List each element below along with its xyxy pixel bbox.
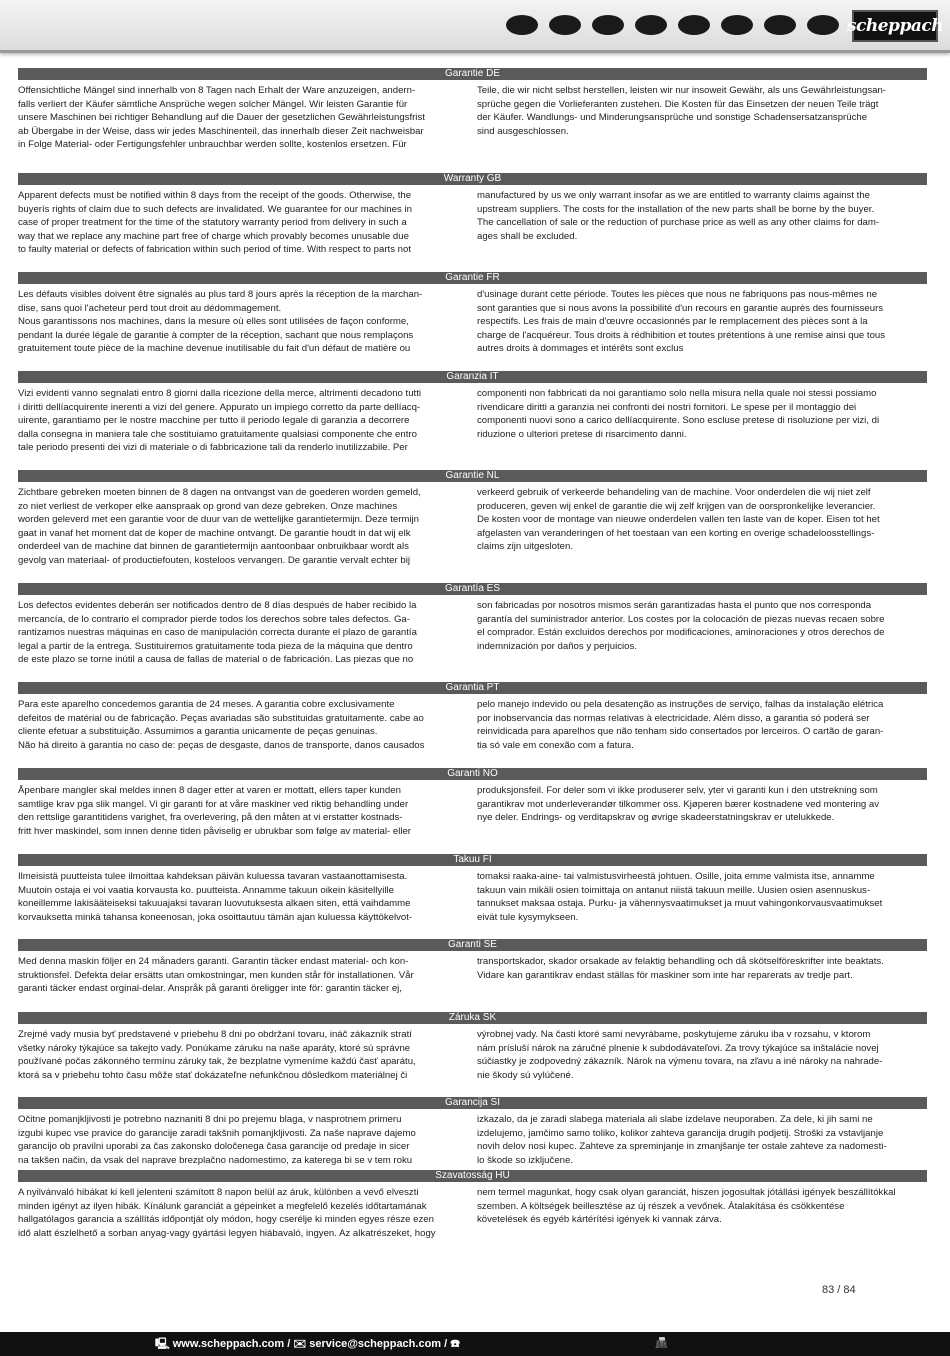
section-text-right: manufactured by us we only warrant insofar as we are entitled to warranty claims against the upstream suppliers. The costs for the installation of the new parts shall be borne by the buyer. The cancellation of sale or the reduction of purchase price as well as any other claims for dam- ages shall be excluded.: [477, 190, 880, 242]
section-text-right: tomaksi raaka-aine- tai valmistusvirheestä johtuen. Osille, joita emme valmista itse, annamme takuun vain mikäli osien toimittaja on antanut niistä takuun meille. Uusien osien asennuskus- tannukset maksaa ostaja. Purku- ja vähennysvaatimukset ja muut vahingonkorvausvaatimukset eivät tule kysymykseen.: [477, 871, 883, 923]
section-title: Warranty GB: [18, 173, 927, 185]
section-text-left: A nyilvánvaló hibákat ki kell jelenteni számított 8 napon belül az áruk, különben a vevő elveszti minden igényt az ilyen hibák. Kínálunk garanciát a gépeinket a megfelelő kezelés időtartamának hallgatólagos garancia a szállítás időpontját oly módon, hogy cserélje ki minden egyes része ezen idő alatt észlelhető a sorban anyag-vagy gyártási legyen hiábavaló, ingyen. Az alkatrészeket, hogy: [18, 1187, 436, 1239]
dot-icon: [506, 15, 538, 35]
section-text-left: Zichtbare gebreken moeten binnen de 8 dagen na ontvangst van de goederen worden gemeld, zo niet verliest de verkoper elke aanspraak op grond van deze gebreken. Onze machines worden geleverd met een garantie voor de duur van de wettelijke garantietermijn. Deze termijn gaat in vanaf het moment dat de koper de machine ontvangt. De garantie houdt in dat wij elk onderdeel van de machine dat binnen de garantietermijn aantoonbaar onbruikbaar wordt als gevolg van materiaal- of productiefouten, kosteloos vervangen. De garantie vervalt echter bij: [18, 487, 421, 566]
section-text-right: transportskador, skador orsakade av felaktig behandling och då skötselföreskrifter inte beaktats. Vidare kan garantikrav endast ställas för maskiner som inte har reparerats av tredje part.: [477, 956, 884, 981]
footer-contact[interactable]: 🖳 www.scheppach.com / ✉ service@scheppach.com / ☎: [155, 1338, 461, 1350]
dot-icon: [807, 15, 839, 35]
section-text-right: Teile, die wir nicht selbst herstellen, leisten wir nur insoweit Gewähr, als uns Gewährleistungsan- sprüche gegen die Vorlieferanten zustehen. Die Kosten für das Einsetzen der neuen Teile trägt der Käufer. Wandlungs- und Minderungsansprüche und sonstige Schadensersatzansprüche sind ausgeschlossen.: [477, 85, 886, 137]
page-number: 83 / 84: [822, 1284, 856, 1296]
section-text-left: Očitne pomanjkljivosti je potrebno naznaniti 8 dni po prejemu blaga, v nasprotnem primeru izgubi kupec vse pravice do garancije zaradi takšnih pomanjkljivosti. Za naše naprave dajemo garancijo ob pravilni uporabi za čas zakonsko določenega časa garancije od predaje in sicer na takšen način, da vsak del naprave brezplačno nadomestimo, za katerega bi se v tem roku: [18, 1114, 416, 1166]
section-text-right: izkazalo, da je zaradi slabega materiala ali slabe izdelave neuporaben. Za dele, ki jih sami ne izdelujemo, jamčimo samo toliko, kolikor zahteva garancija drugih podjetij. Stroški za vstavljanje novih delov nosi kupec. Zahteve za spreminjanje in zmanjšanje ter ostale zahteve za nadomesti- lo škode so izključene.: [477, 1114, 887, 1166]
section-title: Garantie FR: [18, 272, 927, 284]
section-text-right: verkeerd gebruik of verkeerde behandeling van de machine. Voor onderdelen die wij niet zelf produceren, geven wij enkel de garantie die wij zelf krijgen van de oorspronkelijke leverancier. De kosten voor de montage van nieuwe onderdelen vallen ten laste van de koper. Eisen tot het afgelasten van veranderingen of het toestaan van een korting en overige schadeloosstellings- claims zijn uitgesloten.: [477, 487, 880, 553]
section-title: Záruka SK: [18, 1012, 927, 1024]
dot-icon: [678, 15, 710, 35]
dot-icon: [635, 15, 667, 35]
section-text-left: Vizi evidenti vanno segnalati entro 8 giorni dalla ricezione della merce, altrimenti decadono tutti i diritti dellíacquirente inerenti a vizi del genere. Appurato un impiego corretto da parte dellíacq- uirente, garantiamo per le nostre macchine per tutto il periodo legale di garanzia a decorrere dalla consegna in maniera tale che sostituiamo gratuitamente qualsiasi componente che entro tale periodo presenti dei vizi di materiale o di fabbricazione tali da renderlo inutilizzabile. Per: [18, 388, 421, 454]
section-text-left: Ilmeisistä puutteista tulee ilmoittaa kahdeksan päivän kuluessa tavaran vastaanottamisesta. Muutoin ostaja ei voi vaatia korvausta ko. puutteista. Annamme takuun oikein käsitellyille koneillemme lakisääteiseksi takuuajaksi tavaran luovutuksesta alkaen siten, että vaihdamme korvauksetta minkä tahansa koneenosan, joka osoittautuu tämän ajan kuluessa käyttökelvot-: [18, 871, 413, 923]
section-sk: [18, 1012, 927, 1082]
section-text-left: Med denna maskin följer en 24 månaders garanti. Garantin täcker endast material- och kon- struktionsfel. Defekta delar ersätts utan omkostningar, men kunden står för installationen. Vår garanti täcker endast orginal-delar. Anspråk på garanti öreligger inte för: garantin täcker ej,: [18, 956, 414, 995]
section-it: [18, 371, 927, 455]
section-title: Garanti SE: [18, 939, 927, 951]
section-es: [18, 583, 927, 667]
section-text-left: Apparent defects must be notified within 8 days from the receipt of the goods. Otherwise, the buyerís rights of claim due to such defects are invalidated. We guarantee for our machines in case of proper treatment for the time of the statutory warranty period from delivery in such a way that we replace any machine part free of charge which provably becomes unusable due to faulty material or defects of fabrication within such period of time. With respect to parts not: [18, 190, 412, 256]
section-text-right: nem termel magunkat, hogy csak olyan garanciát, hiszen jogosultak jótállási igények beszállítókkal szemben. A költségek beillesztése az új részek a vevőnek. Átalakítása és csökkentése követelések és egyéb kártérítési igények ki vannak zárva.: [477, 1187, 896, 1226]
section-text-left: Para este aparelho concedemos garantia de 24 meses. A garantia cobre exclusivamente defeitos de matérial ou de fabricação. Peças avariadas são substituidas gratuitamente. cabe ao cliente efetuar a substituição. Assumimos a garantia unicamente de peças genuinas. Não há direito à garantia no caso de: peças de desgaste, danos de transporte, danos causados: [18, 699, 425, 751]
section-text-right: componenti non fabbricati da noi garantiamo solo nella misura nella quale noi stessi possiamo rivendicare diritti a garanzia nei confronti dei nostri fornitori. Le spese per il montaggio dei componenti nuovi sono a carico dellíacquirente. Sono escluse pretese di risoluzione per vizi, di riduzione o ulteriori pretese di risarcimento danni.: [477, 388, 880, 440]
section-se: [18, 939, 927, 996]
section-text-right: produksjonsfeil. For deler som vi ikke produserer selv, yter vi garanti kun i den utstrekning som garantikrav mot underleverandør tilkommer oss. Kjøperen bærer kostnadene ved montering av nye deler. Endrings- og verditapskrav og øvrige skadeerstatningskrav er utelukkede.: [477, 785, 880, 824]
section-de: [18, 68, 927, 152]
section-title: Garanti NO: [18, 768, 927, 780]
section-text-right: d'usinage durant cette période. Toutes les pièces que nous ne fabriquons pas nous-mêmes ne sont garanties que si nous avons la possibilité d'un recours en garantie auprès des fournisseurs respectifs. Les frais de main d'œuvre occasionnés par le remplacement des pièces sont à la charge de l'acquéreur. Tous droits à rédhibition et toutes prétentions à une remise ainsi que tous autres droits à dommages et intérêts sont exclus: [477, 289, 886, 355]
dot-icon: [549, 15, 581, 35]
section-title: Garantie DE: [18, 68, 927, 80]
section-text-right: výrobnej vady. Na časti ktoré sami nevyrábame, poskytujeme záruku iba v rozsahu, v ktorom nám prísluší nárok na záručné plnenie k subdodávateľovi. Za trovy týkajúce sa inštalácie novej súčiastky je zodpovedný zákazník. Nárok na výmenu tovara, na zľavu a iné nároky na nahrade- nie škody sú vylúčené.: [477, 1029, 883, 1081]
fax-icon: 📠: [655, 1338, 668, 1349]
section-text-left: Offensichtliche Mängel sind innerhalb von 8 Tagen nach Erhalt der Ware anzuzeigen, andern- falls verliert der Käufer sämtliche Ansprüche wegen solcher Mängel. Wir leisten Garantie für unsere Maschinen bei richtiger Behandlung auf die Dauer der gesetzlichen Gewährleistungsfrist ab Übergabe in der Weise, dass wir jedes Maschinenteil, das innerhalb dieser Zeit nachweisbar in Folge Material- oder Fertigungsfehler unbrauchbar werden sollte, kostenlos ersetzen. Für: [18, 85, 425, 151]
section-title: Garanzia IT: [18, 371, 927, 383]
section-text-left: Los defectos evidentes deberán ser notificados dentro de 8 días después de haber recibido la mercancía, de lo contrario el comprador pierde todos los derechos sobre tales defectos. Ga- rantizamos nuestras máquinas en caso de manipulación correcta durante el plazo de garantía legal a partir de la entrega. Sustituiremos gratuitamente toda pieza de la máquina que dentro de este plazo se torne inútil a causa de fallas de material o de fabricación. Las piezas que no: [18, 600, 417, 666]
footer-bar: [0, 1332, 950, 1356]
section-title: Garantía ES: [18, 583, 927, 595]
section-title: Garantie NL: [18, 470, 927, 482]
brand-logo: scheppach: [852, 10, 938, 42]
section-no: [18, 768, 927, 838]
section-title: Szavatosság HU: [18, 1170, 927, 1182]
section-text-right: son fabricadas por nosotros mismos serán garantizadas hasta el punto que nos corresponda garantía del suministrador anterior. Los costes por la colocación de piezas nuevas recaen sobre el comprador. Están excluidos derechos por modificaciones, aminoraciones y otros derechos de indemnización por daños y perjuicios.: [477, 600, 885, 652]
section-title: Takuu FI: [18, 854, 927, 866]
language-dots: [506, 15, 839, 35]
section-fi: [18, 854, 927, 924]
section-si: [18, 1097, 927, 1167]
dot-icon: [764, 15, 796, 35]
section-gb: [18, 173, 927, 257]
section-title: Garantia PT: [18, 682, 927, 694]
section-title: Garancija SI: [18, 1097, 927, 1109]
section-text-left: Zrejmé vady musia byť predstavené v priebehu 8 dni po obdržaní tovaru, ináč zákazník stratí všetky nároky týkajúce sa takejto vady. Ponúkame záruku na naše aparáty, ktoré sú správne používané počas zákonného termínu záruky tak, že bezplatne vymeníme každú časť aparátu, ktorá sa v priebehu tohto času môže stať dokázateľne nefunkčnou dôsledkom materiálnej či: [18, 1029, 416, 1081]
section-text-right: pelo manejo indevido ou pela desatenção as instruções de serviço, falhas da instalação elétrica por inobservancia das normas relativas à electricidade. Além disso, a garantia só poderá ser reinvidicada para aparelhos que não tenham sido consertados por lerceiros. O cartão de garan- tia só vale em conexão com a fatura.: [477, 699, 884, 751]
header-bar: [0, 0, 950, 53]
section-nl: [18, 470, 927, 568]
dot-icon: [721, 15, 753, 35]
section-hu: [18, 1170, 927, 1240]
section-fr: [18, 272, 927, 356]
section-pt: [18, 682, 927, 752]
dot-icon: [592, 15, 624, 35]
section-text-left: Les défauts visibles doivent être signalés au plus tard 8 jours après la réception de la marchan- dise, sans quoi l'acheteur perd tout droit au dédommagement. Nous garantissons nos machines, dans la mesure où elles sont utilisées de façon conforme, pendant la durée légale de garantie à compter de la réception, sachant que nous remplaçons gratuitement toute pièce de la machine devenue inutilisable du fait d'un défaut de matière ou: [18, 289, 423, 355]
section-text-left: Åpenbare mangler skal meldes innen 8 dager etter at varen er mottatt, ellers taper kunden samtlige krav pga slik mangel. Vi gir garanti for at våre maskiner ved riktig behandling under den rettslige garantitidens varighet, fra overlevering, på den måten at vi erstatter kostnads- fritt hver maskindel, som innen denne tiden påviselig er ubrukbar som følge av material- eller: [18, 785, 411, 837]
